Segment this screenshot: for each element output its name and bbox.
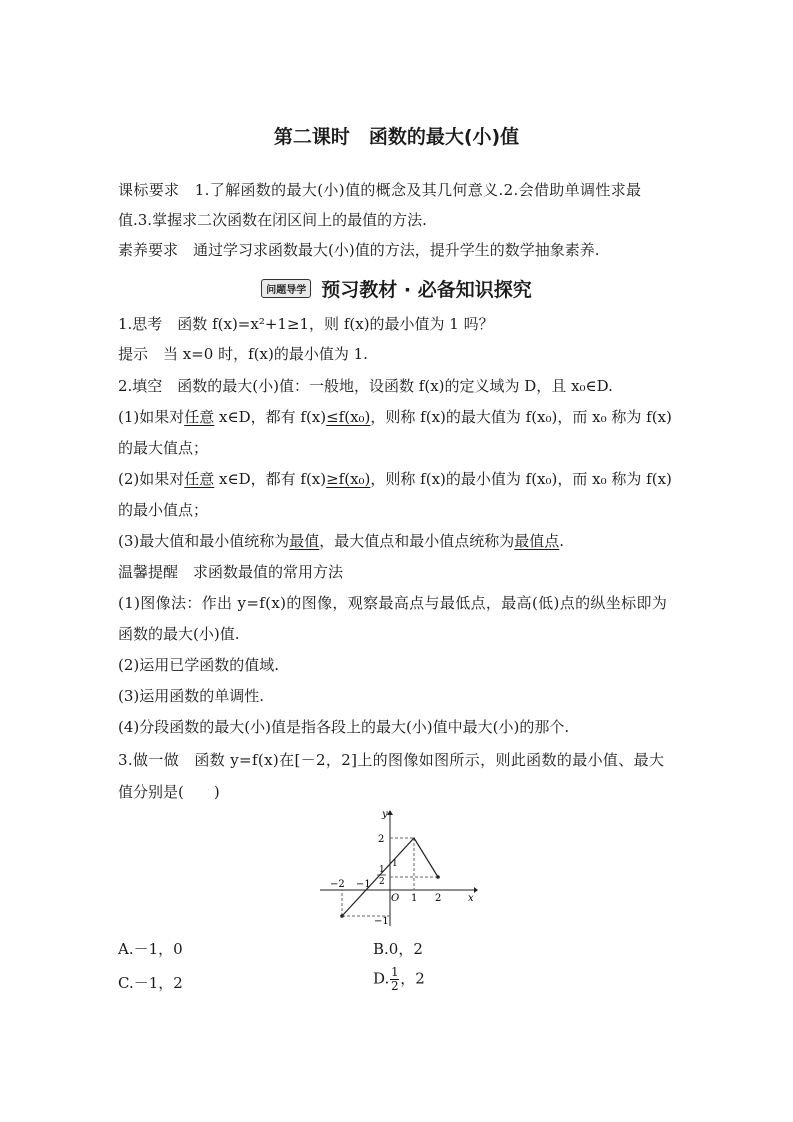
requirement-line-1: 课标要求 1.了解函数的最大(小)值的概念及其几何意义.2.会借助单调性求最 (118, 181, 642, 199)
tip-4: (4)分段函数的最大(小)值是指各段上的最大(小)值中最大(小)的那个. (118, 718, 570, 736)
tip-1: (1)图像法：作出 y=f(x)的图像，观察最高点与最低点，最高(低)点的纵坐标即为 (118, 594, 668, 612)
option-a[interactable]: A.－1，0 (118, 940, 183, 958)
section-header (0, 275, 793, 302)
y-axis-arrow (387, 810, 393, 815)
y-tick-label: 1 (392, 859, 398, 869)
fill-item-1 (118, 407, 678, 427)
tip-2: (2)运用已学函数的值域. (118, 656, 280, 674)
x-tick-label: 1 (411, 893, 418, 904)
text: ，则称 f(x)的最小值为 f(x₀)，而 x₀ 称为 f(x) (370, 470, 672, 488)
fraction (390, 966, 399, 993)
x-tick-label: −1 (356, 879, 371, 890)
blank-answer: ≥f(x₀) (326, 470, 371, 488)
page-title: 第二课时 函数的最大(小)值 (273, 126, 520, 148)
x-axis-label: x (468, 893, 474, 904)
section-title: 预习教材 · 必备知识探究 (321, 279, 532, 301)
option-c[interactable]: C.－1，2 (118, 974, 183, 992)
text: . (559, 532, 565, 550)
blank-answer: ≤f(x₀) (326, 408, 371, 426)
x-tick-label: −2 (330, 879, 345, 890)
text: x∈D，都有 f(x) (214, 470, 327, 488)
text: x∈D，都有 f(x) (214, 408, 327, 426)
fraction-numerator: 1 (390, 965, 399, 979)
endpoint-dot (340, 914, 344, 918)
fill-item-2 (118, 469, 678, 489)
fill-intro: 2.填空 函数的最大(小)值：一般地，设函数 f(x)的定义域为 D，且 x₀∈D. (118, 377, 613, 395)
blank-answer: 任意 (184, 408, 215, 426)
fill-item-1-cont: 的最大值点； (118, 439, 209, 457)
x-axis-arrow (474, 887, 478, 893)
option-b[interactable]: B.0，2 (373, 940, 423, 958)
blank-answer: 最值 (289, 532, 320, 550)
y-axis-label: y (382, 809, 388, 820)
option-d-value: ，2 (400, 969, 425, 988)
blank-answer: 任意 (184, 470, 215, 488)
think-hint: 提示 当 x=0 时，f(x)的最小值为 1. (118, 345, 368, 363)
y-tick-frac-num: 1 (379, 865, 385, 875)
function-graph (318, 808, 478, 928)
origin-label: O (391, 893, 400, 904)
fraction-denominator: 2 (390, 979, 399, 993)
blank-answer: 最值点 (514, 532, 560, 550)
text: (2)如果对 (118, 470, 185, 488)
y-tick-label: 2 (378, 834, 385, 845)
exercise-question-cont: 值分别是( ) (118, 783, 220, 801)
y-tick-frac-den: 2 (379, 877, 385, 887)
tip-3: (3)运用函数的单调性. (118, 687, 265, 705)
fill-item-2-cont: 的最小值点； (118, 501, 209, 519)
tips-heading: 温馨提醒 求函数最值的常用方法 (118, 563, 344, 581)
y-tick-label: −1 (374, 916, 389, 927)
text: (1)如果对 (118, 408, 185, 426)
x-tick-label: 2 (435, 893, 442, 904)
endpoint-dot (436, 875, 440, 879)
exercise-question: 3.做一做 函数 y=f(x)在[－2，2]上的图像如图所示，则此函数的最小值、最大 (118, 751, 665, 769)
fill-item-3 (118, 531, 678, 551)
option-d-label: D. (373, 969, 390, 988)
requirement-line-2: 值.3.掌握求二次函数在闭区间上的最值的方法. (118, 211, 427, 229)
option-d[interactable] (373, 966, 425, 993)
text: ，则称 f(x)的最大值为 f(x₀)，而 x₀ 称为 f(x) (370, 408, 672, 426)
text: ，最大值点和最小值点统称为 (319, 532, 515, 550)
think-question: 1.思考 函数 f(x)=x²+1≥1，则 f(x)的最小值为 1 吗？ (118, 315, 494, 333)
text: (3)最大值和最小值统称为 (118, 532, 290, 550)
section-tag: 问题导学 (261, 279, 311, 298)
literacy-requirement: 素养要求 通过学习求函数最大(小)值的方法，提升学生的数学抽象素养. (118, 241, 600, 259)
tip-1-cont: 函数的最大(小)值. (118, 625, 240, 643)
